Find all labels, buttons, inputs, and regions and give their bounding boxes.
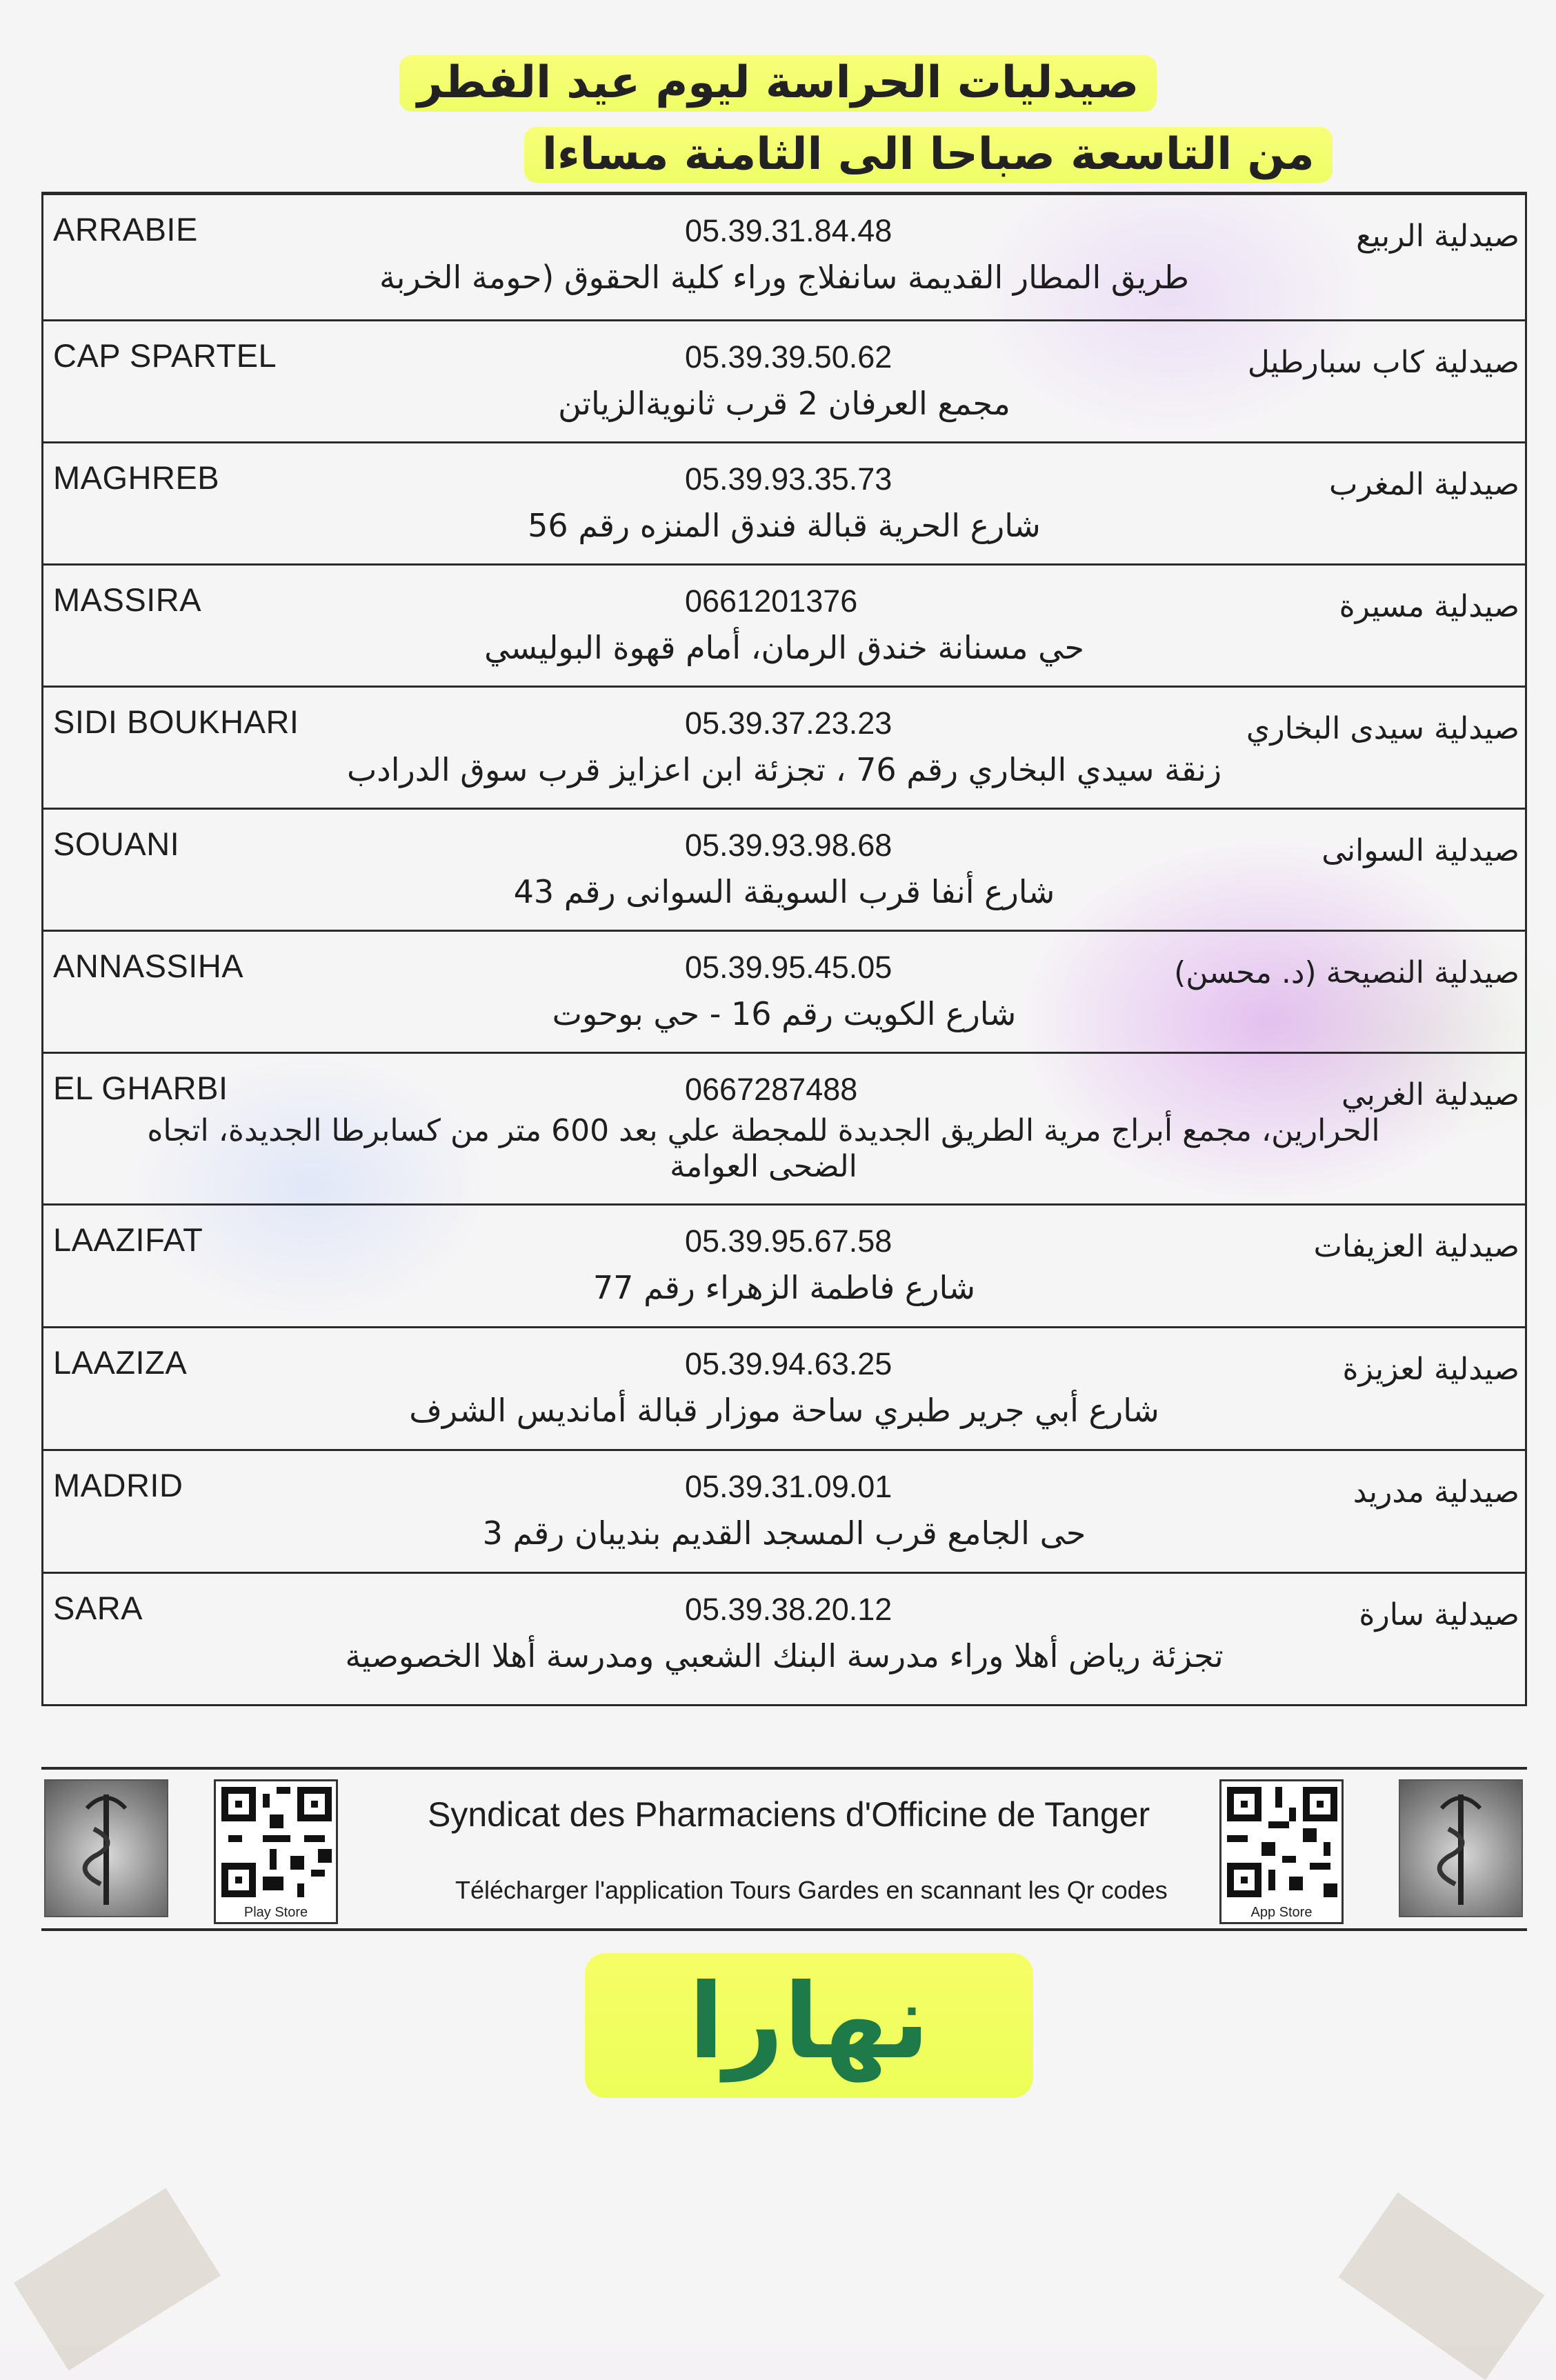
pharmacy-latin-name: LAAZIZA	[53, 1344, 188, 1381]
table-row	[43, 195, 1525, 319]
caduceus-logo-icon	[44, 1779, 168, 1917]
document-header	[0, 55, 1556, 198]
pharmacy-phone: 05.39.38.20.12	[685, 1592, 892, 1627]
pharmacy-latin-name: CAP SPARTEL	[53, 337, 277, 374]
table-row	[43, 1572, 1525, 1706]
pharmacy-phone: 05.39.39.50.62	[685, 339, 892, 374]
table-row	[43, 1326, 1525, 1449]
pharmacy-phone: 05.39.95.67.58	[685, 1223, 892, 1259]
pharmacy-latin-name: ANNASSIHA	[53, 948, 244, 984]
pharmacy-latin-name: MASSIRA	[53, 581, 202, 618]
table-row	[43, 563, 1525, 686]
caduceus-logo-graphic	[46, 1781, 167, 1916]
stamp-text: نهارا	[688, 1962, 930, 2082]
pharmacy-phone: 05.39.93.98.68	[685, 828, 892, 863]
qr-code-icon	[1227, 1787, 1337, 1897]
pharmacy-address: حي مسنانة خندق الرمان، أمام قهوة البوليسي	[484, 629, 1084, 666]
pharmacy-arabic-name: صيدلية سيدى البخاري	[1246, 711, 1519, 746]
table-row	[43, 808, 1525, 930]
pharmacy-arabic-name: صيدلية الغربي	[1341, 1077, 1519, 1112]
pharmacy-phone: 0661201376	[685, 583, 858, 619]
pharmacy-arabic-name: صيدلية لعزيزة	[1342, 1352, 1519, 1387]
table-row	[43, 319, 1525, 441]
table-row	[43, 1203, 1525, 1326]
table-row	[43, 1449, 1525, 1572]
pharmacy-phone: 05.39.94.63.25	[685, 1346, 892, 1381]
caduceus-logo-graphic	[1400, 1781, 1522, 1916]
qr-code-icon	[221, 1787, 332, 1897]
pharmacy-address: شارع أبي جرير طبري ساحة موزار قبالة أمانديس الشرف	[409, 1392, 1159, 1429]
pharmacy-table	[41, 192, 1527, 1706]
pharmacy-latin-name: SOUANI	[53, 826, 180, 862]
qr-code-app-store[interactable]	[1219, 1779, 1344, 1924]
pharmacy-phone: 05.39.31.09.01	[685, 1469, 892, 1504]
pharmacy-arabic-name: صيدلية مسيرة	[1339, 589, 1519, 624]
pharmacy-phone: 0667287488	[685, 1072, 858, 1107]
pharmacy-address: تجزئة رياض أهلا وراء مدرسة البنك الشعبي ومدرسة أهلا الخصوصية	[345, 1637, 1224, 1674]
pharmacy-phone: 05.39.93.35.73	[685, 461, 892, 497]
pharmacy-arabic-name: صيدلية العزيفات	[1313, 1229, 1519, 1264]
pharmacy-latin-name: MAGHREB	[53, 459, 220, 496]
pharmacy-address: شارع فاطمة الزهراء رقم 77	[592, 1269, 976, 1306]
qr-label-play-store: Play Store	[243, 1905, 308, 1920]
pharmacy-latin-name: SIDI BOUKHARI	[53, 703, 299, 740]
pharmacy-address: شارع أنفا قرب السويقة السوانى رقم 43	[513, 873, 1055, 910]
footer-subtitle: Télécharger l'application Tours Gardes en scannant les Qr codes	[455, 1876, 1168, 1904]
qr-code-play-store[interactable]	[214, 1779, 338, 1924]
footer-banner	[41, 1767, 1527, 1931]
pharmacy-arabic-name: صيدلية المغرب	[1329, 467, 1519, 502]
pharmacy-arabic-name: صيدلية سارة	[1359, 1597, 1519, 1632]
pharmacy-address: شارع الحرية قبالة فندق المنزه رقم 56	[528, 507, 1041, 544]
pharmacy-address: مجمع العرفان 2 قرب ثانويةالزياتن	[558, 385, 1010, 422]
pharmacy-latin-name: SARA	[53, 1590, 143, 1626]
table-row	[43, 686, 1525, 808]
pharmacy-arabic-name: صيدلية النصيحة (د. محسن)	[1174, 955, 1519, 990]
pharmacy-latin-name: EL GHARBI	[53, 1070, 228, 1106]
pharmacy-phone: 05.39.31.84.48	[685, 213, 892, 248]
pharmacy-arabic-name: صيدلية كاب سبارطيل	[1247, 345, 1519, 380]
pharmacy-phone: 05.39.37.23.23	[685, 706, 892, 741]
qr-label-app-store: App Store	[1250, 1905, 1313, 1920]
pharmacy-phone: 05.39.95.45.05	[685, 950, 892, 985]
pharmacy-latin-name: ARRABIE	[53, 211, 198, 248]
pharmacy-address: شارع الكويت رقم 16 - حي بوحوت	[552, 995, 1017, 1032]
pharmacy-address: الحرارين، مجمع أبراج مرية الطريق الجديدة للمجطة علي بعد 600 متر من كسابرطا الجديدة، اتجاه الضحى العوامة	[147, 1113, 1380, 1184]
caduceus-logo-icon	[1399, 1779, 1523, 1917]
table-row	[43, 1052, 1525, 1203]
daytime-handwritten-stamp	[585, 1953, 1033, 2098]
pharmacy-latin-name: LAAZIFAT	[53, 1221, 203, 1258]
pharmacy-latin-name: MADRID	[53, 1467, 183, 1503]
pharmacy-arabic-name: صيدلية السوانى	[1321, 833, 1519, 868]
table-row	[43, 930, 1525, 1052]
pharmacy-address: حى الجامع قرب المسجد القديم بنديبان رقم 3	[482, 1514, 1086, 1552]
pharmacy-address: زنقة سيدي البخاري رقم 76 ، تجزئة ابن اعزايز قرب سوق الدرادب	[346, 751, 1222, 788]
table-row	[43, 441, 1525, 563]
footer-title: Syndicat des Pharmaciens d'Officine de Tanger	[428, 1795, 1150, 1834]
pharmacy-address: طريق المطار القديمة سانفلاج وراء كلية الحقوق (حومة الخربة	[379, 259, 1190, 296]
title-line-1: صيدليات الحراسة ليوم عيد الفطر	[399, 55, 1157, 112]
title-line-2: من التاسعة صباحا الى الثامنة مساءا	[524, 127, 1333, 183]
pharmacy-arabic-name: صيدلية مدريد	[1353, 1474, 1519, 1510]
pharmacy-arabic-name: صيدلية الربيع	[1356, 219, 1519, 254]
